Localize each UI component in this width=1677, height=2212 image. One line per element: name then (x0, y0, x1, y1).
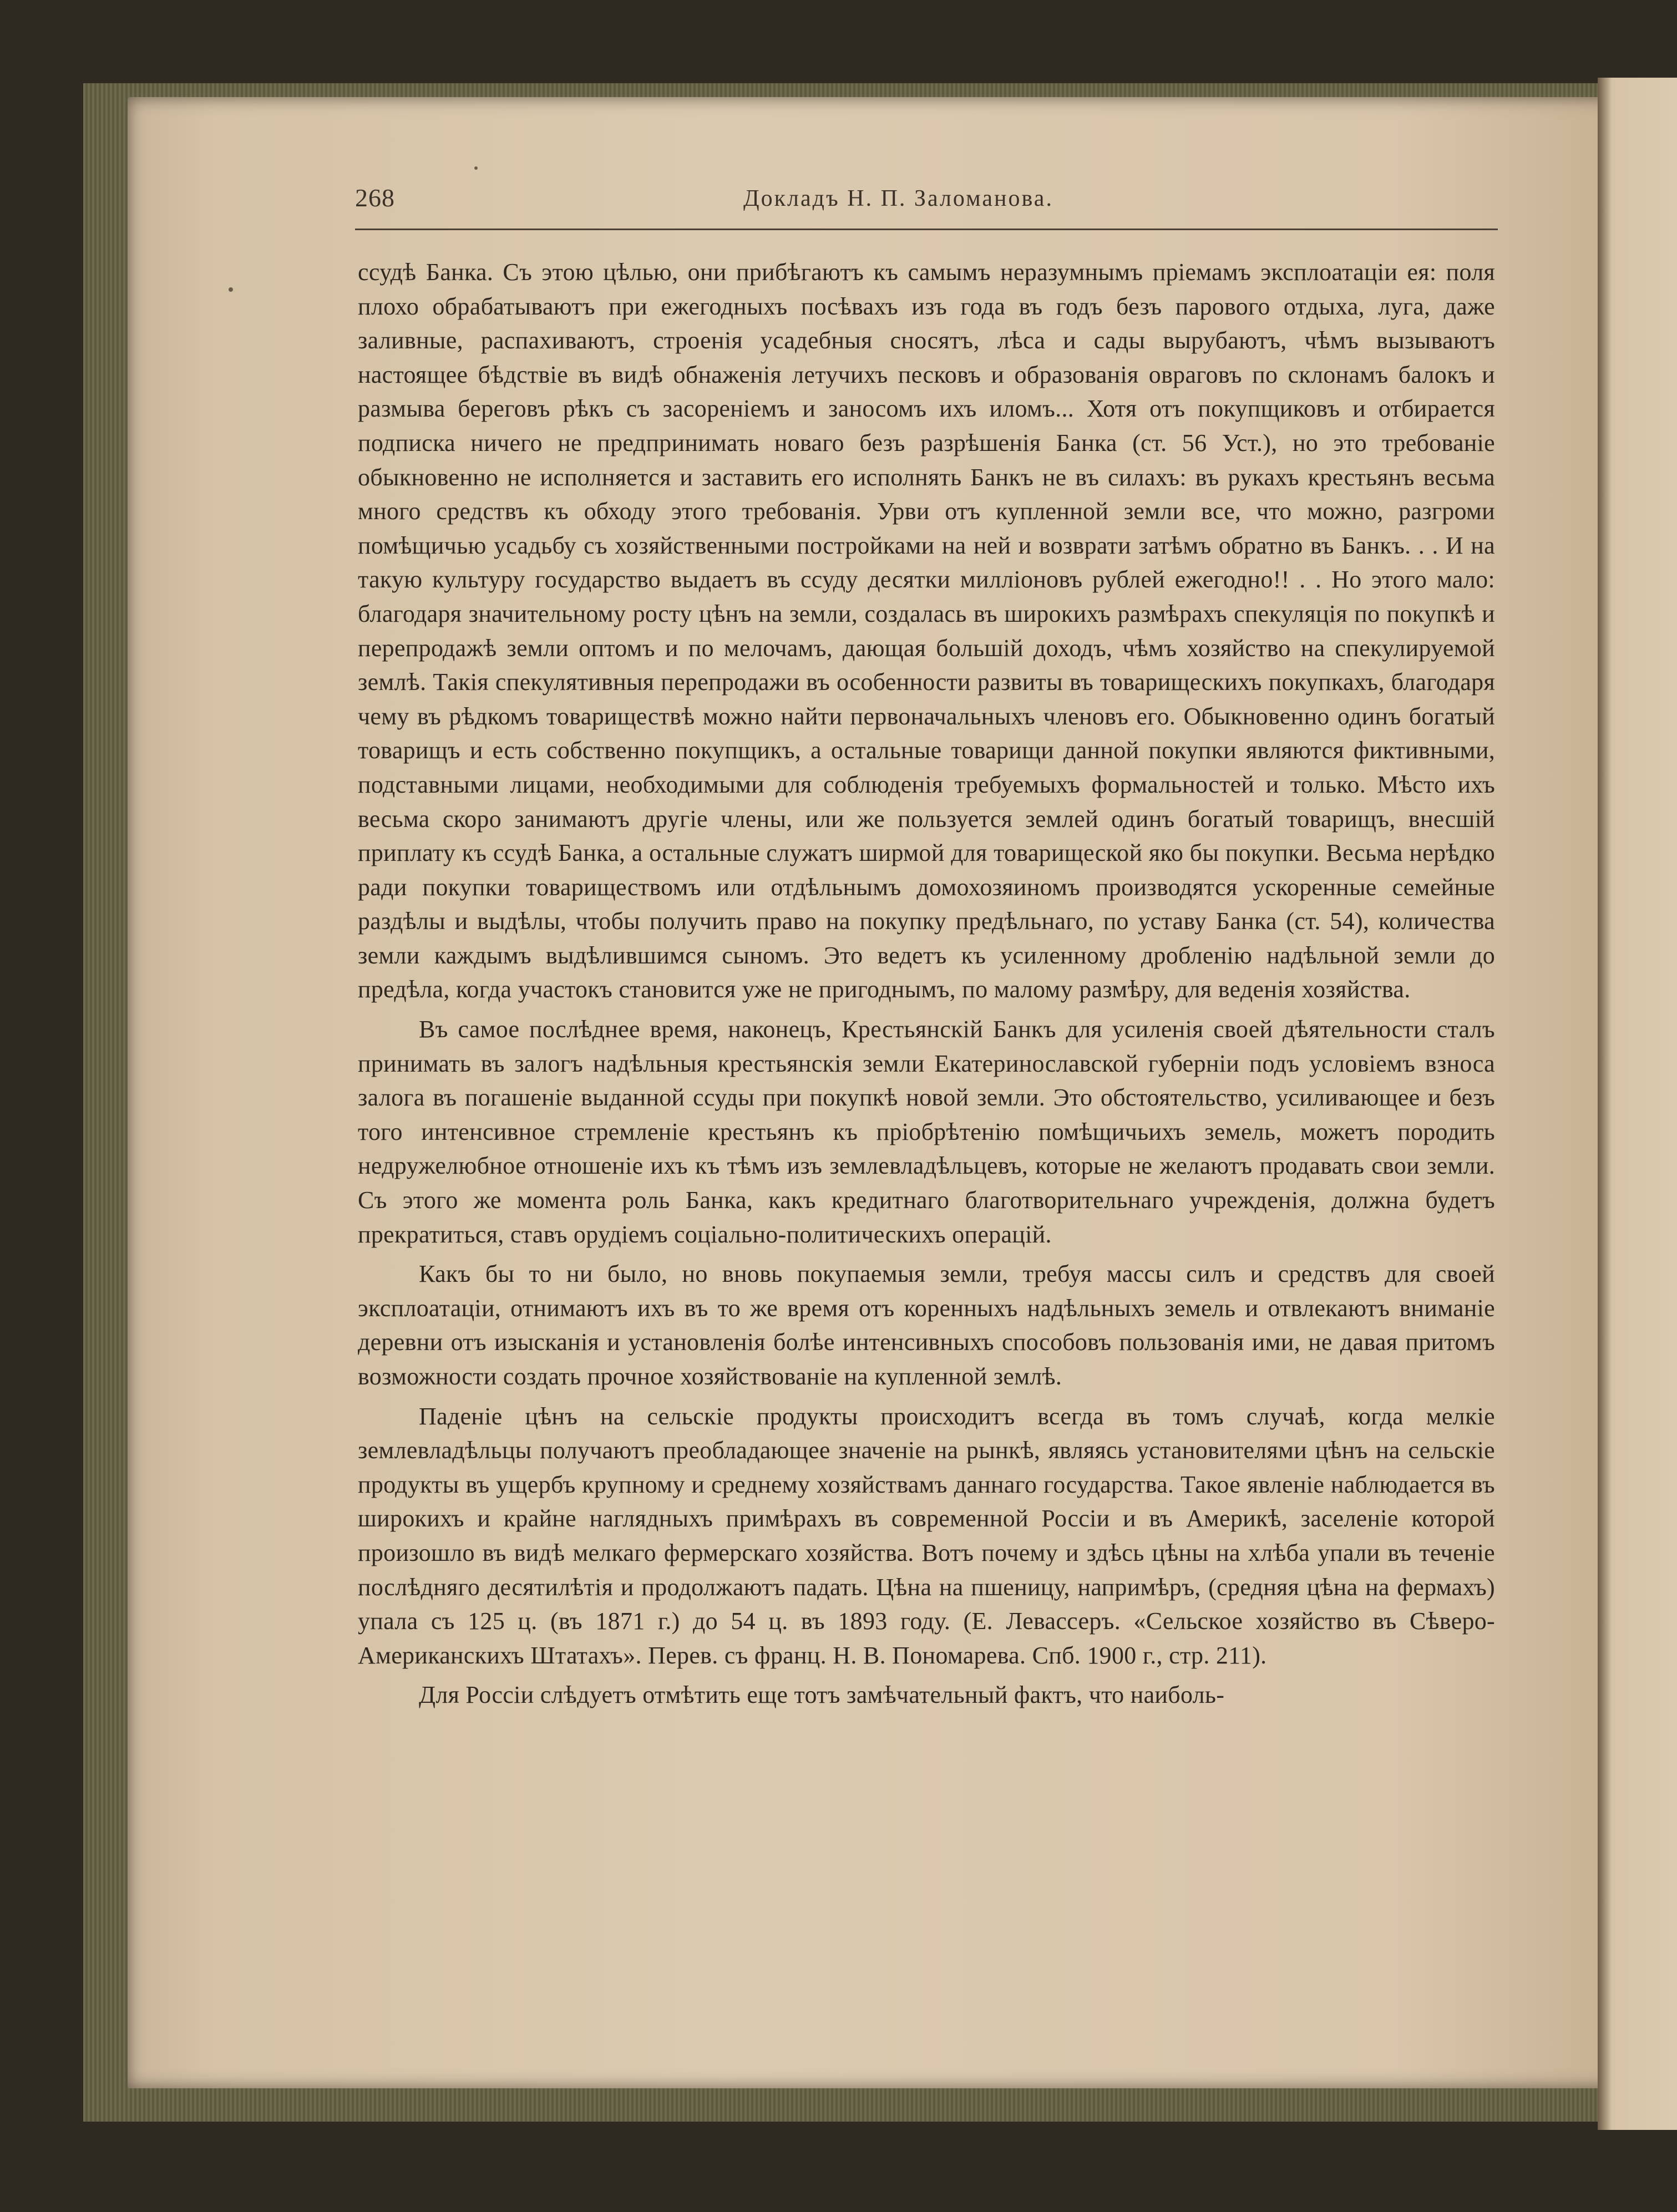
page-number: 268 (355, 184, 395, 212)
facing-page-edge (1598, 78, 1677, 2130)
running-header (355, 183, 1509, 236)
header-rule (355, 229, 1498, 230)
paragraph: ссудѣ Банка. Съ этою цѣлью, они прибѣгаютъ къ самымъ неразумнымъ пріемамъ эксплоатаціи ея: поля плохо обрабатываютъ при ежегодныхъ посѣвахъ изъ года въ годъ безъ парового отдыха, луга, даже заливные, распахиваютъ, строенія усадебныя сносятъ, лѣса и сады вырубаютъ, чѣмъ вызываютъ настоящее бѣдствіе въ видѣ обнаженія летучихъ песковъ и образованія овраговъ по склонамъ балокъ и размыва береговъ рѣкъ съ засореніемъ и заносомъ ихъ иломъ... Хотя отъ покупщиковъ и отбирается подписка ничего не предпринимать новаго безъ разрѣшенія Банка (ст. 56 Уст.), но это требованіе обыкновенно не исполняется и заставить его исполнять Банкъ не въ силахъ: въ рукахъ крестьянъ весьма много средствъ къ обходу этого требованія. Урви отъ купленной земли все, что можно, разгроми помѣщичью усадьбу съ хозяйственными постройками на ней и возврати затѣмъ обратно въ Банкъ. . . И на такую культуру государство выдаетъ въ ссуду десятки милліоновъ рублей ежегодно!! . . Но этого мало: благодаря значительному росту цѣнъ на земли, создалась въ широкихъ размѣрахъ спекуляція по покупкѣ и перепродажѣ земли оптомъ и по мелочамъ, дающая большій доходъ, чѣмъ хозяйство на спекулируемой землѣ. Такія спекулятивныя перепродажи въ особенности развиты въ товарищескихъ покупкахъ, благодаря чему въ рѣдкомъ товариществѣ можно найти первоначальныхъ членовъ его. Обыкновенно одинъ богатый товарищъ и есть собственно покупщикъ, а остальные товарищи данной покупки являются фиктивными, подставными лицами, необходимыми для соблюденія требуемыхъ формальностей и только. Мѣсто ихъ весьма скоро занимаютъ другіе члены, или же пользуется землей одинъ богатый товарищъ, внесшій приплату къ ссудѣ Банка, а остальные служатъ ширмой для товарищеской яко бы покупки. Весьма нерѣдко ради покупки товариществомъ или отдѣльнымъ домохозяиномъ производятся ускоренные семейные раздѣлы и выдѣлы, чтобы получить право на покупку предѣльнаго, по уставу Банка (ст. 54), количества земли каждымъ выдѣлившимся сыномъ. Это ведетъ къ усиленному дробленію надѣльной земли до предѣла, когда участокъ становится уже не пригоднымъ, по малому размѣру, для веденія хозяйства. (358, 258, 1495, 1003)
paper-speck (229, 287, 233, 292)
paper-speck (474, 166, 478, 170)
paragraph: Для Россіи слѣдуетъ отмѣтить еще тотъ замѣчательный фактъ, что наиболь- (419, 1681, 1225, 1709)
paragraph: Какъ бы то ни было, но вновь покупаемыя земли, требуя массы силъ и средствъ для своей эксплоатаціи, отнимаютъ ихъ въ то же время отъ коренныхъ надѣльныхъ земель и отвлекаютъ вниманіе деревни отъ изысканія и установленія болѣе интенсивныхъ способовъ пользованія ими, не давая притомъ возможности создать прочное хозяйствованіе на купленной землѣ. (358, 1260, 1495, 1390)
paragraph: Въ самое послѣднее время, наконецъ, Крестьянскій Банкъ для усиленія своей дѣятельности сталъ принимать въ залогъ надѣльныя крестьянскія земли Екатеринославской губерніи подъ условіемъ взноса залога въ погашеніе выданной ссуды при покупкѣ новой земли. Это обстоятельство, усиливающее и безъ того интенсивное стремленіе крестьянъ къ пріобрѣтенію помѣщичьихъ земель, можетъ породить недружелюбное отношеніе ихъ къ тѣмъ изъ землевладѣльцевъ, которые не желаютъ продавать свои земли. Съ этого же момента роль Банка, какъ кредитнаго благотворительнаго учрежденія, должна будетъ прекратиться, ставъ орудіемъ соціально-политическихъ операцій. (358, 1016, 1495, 1248)
paragraph: Паденіе цѣнъ на сельскіе продукты происходитъ всегда въ томъ случаѣ, когда мелкіе землевладѣльцы получаютъ преобладающее значеніе на рынкѣ, являясь установителями цѣнъ на сельскіе продукты въ ущербъ крупному и среднему хозяйствамъ даннаго государства. Такое явленіе наблюдается въ широкихъ и крайне наглядныхъ примѣрахъ въ современной Россіи и въ Америкѣ, заселеніе которой произошло въ видѣ мелкаго фермерскаго хозяйства. Вотъ почему и здѣсь цѣны на хлѣба упали въ теченіе послѣдняго десятилѣтія и продолжаютъ падать. Цѣна на пшеницу, напримѣръ, (средняя цѣна на фермахъ) упала съ 125 ц. (въ 1871 г.) до 54 ц. въ 1893 году. (Е. Левассеръ. «Сельское хозяйство въ Сѣверо-Американскихъ Штатахъ». Перев. съ франц. Н. В. Пономарева. Спб. 1900 г., стр. 211). (358, 1402, 1495, 1669)
running-title: Докладъ Н. П. Заломанова. (743, 186, 1053, 211)
body-text (358, 255, 1495, 1718)
